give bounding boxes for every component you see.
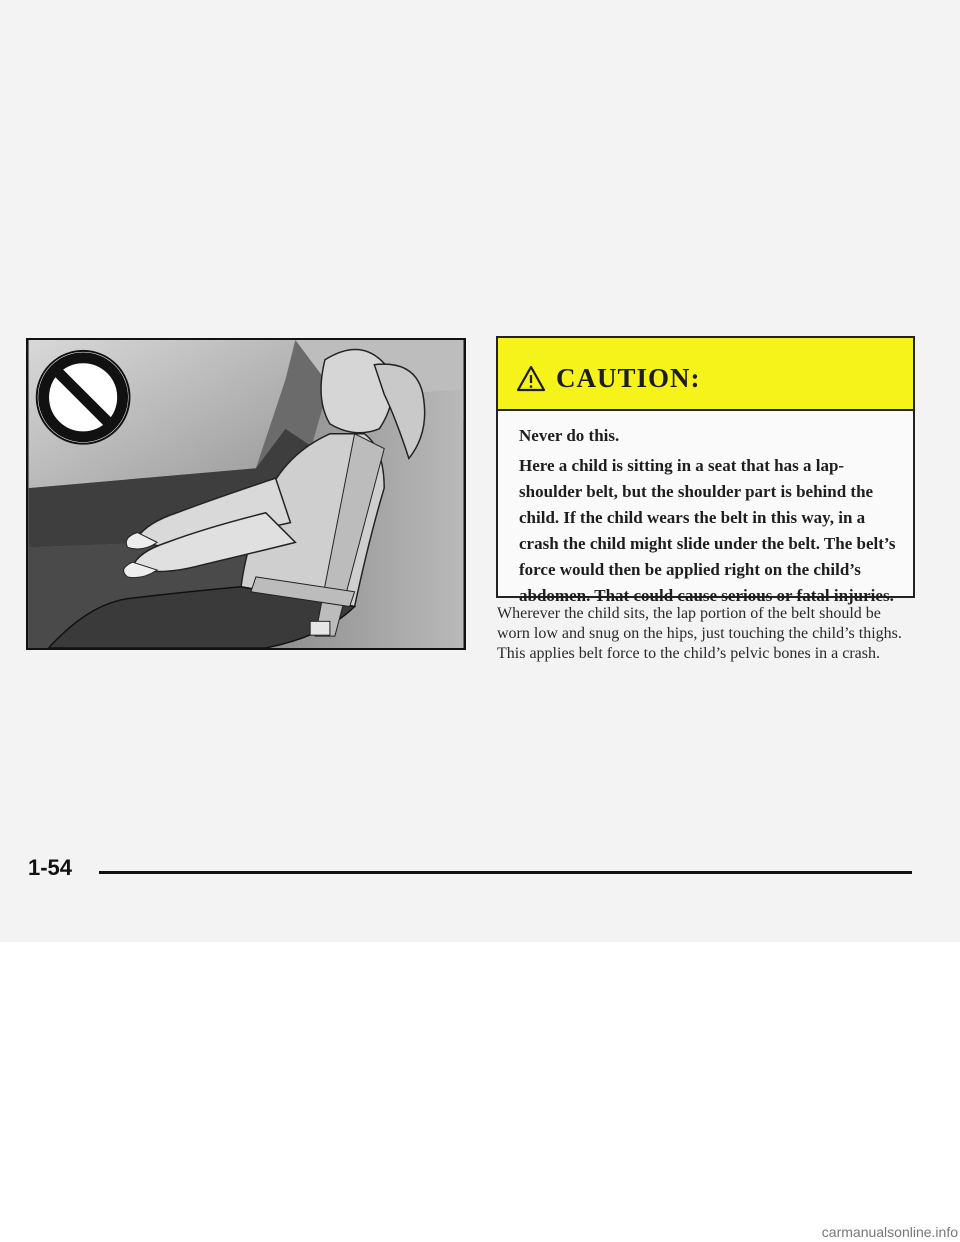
prohibited-icon — [37, 351, 130, 444]
footer-rule — [99, 871, 912, 874]
body-paragraph: Wherever the child sits, the lap portion of the belt should be worn low and snug on the hips, just touching the child’s thighs. This applies belt force to the child’s pelvic bones in a crash. — [497, 605, 902, 662]
source-watermark: carmanualsonline.info — [821, 1224, 958, 1240]
child-seatbelt-illustration — [26, 338, 466, 650]
caution-title: CAUTION: — [556, 363, 701, 393]
caution-header — [498, 338, 913, 411]
caution-line-explanation: Here a child is sitting in a seat that has a lap-shoulder belt, but the shoulder part is behind the child. If the child wears the belt in this way, in a crash the child might slide under the belt. The belt’s force would then be applied right on the child’s abdomen. That could cause serious or fatal injuries. — [519, 456, 896, 605]
page-number: 1-54 — [28, 855, 73, 880]
caution-line-never: Never do this. — [519, 426, 620, 445]
caution-box — [496, 336, 915, 605]
warning-triangle-icon — [516, 365, 546, 392]
illustration-drawing — [28, 340, 464, 648]
caution-body — [498, 411, 913, 609]
